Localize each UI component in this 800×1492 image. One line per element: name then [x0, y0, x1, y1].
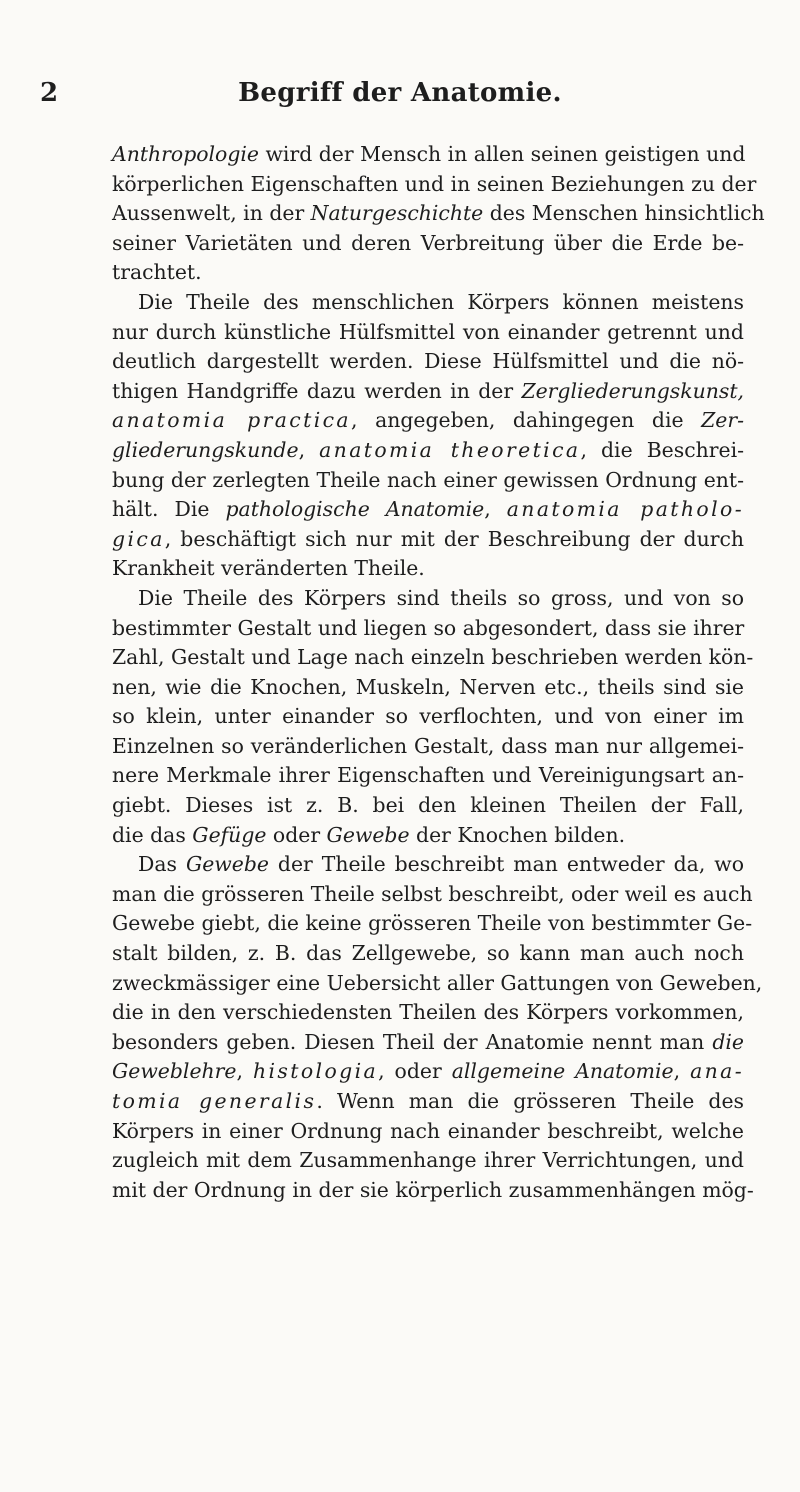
- text-run: Gewebe giebt, die keine grösseren Theile von bestimmter Ge-: [112, 911, 753, 936]
- text-line: [112, 554, 744, 584]
- text-run: ,: [236, 1059, 253, 1084]
- text-run: der Theile beschreibt man entweder da, wo: [268, 852, 744, 877]
- text-run: , die Beschrei-: [580, 437, 744, 462]
- text-run: mit der Ordnung in der sie körperlich zusammenhängen mög-: [112, 1177, 754, 1202]
- text-line: [112, 584, 744, 614]
- text-line: [112, 170, 757, 200]
- text-line: [112, 1146, 744, 1176]
- text-line: [112, 702, 744, 732]
- text-run: deutlich dargestellt werden. Diese Hülfsmittel und die nö-: [112, 349, 744, 374]
- emphasized-term: pathologische Anatomie: [225, 497, 485, 522]
- emphasized-term: die: [712, 1029, 744, 1054]
- text-run: der Knochen bilden.: [409, 822, 626, 847]
- emphasized-term: ana-: [690, 1059, 744, 1084]
- text-run: , angegeben, dahingegen die: [351, 408, 702, 433]
- text-run: ,: [484, 497, 507, 522]
- text-line: [112, 347, 744, 377]
- text-run: körperlichen Eigenschaften und in seinen Beziehungen zu der: [112, 171, 757, 196]
- emphasized-term: Geweblehre: [112, 1059, 237, 1084]
- emphasized-term: allgemeine Anatomie: [451, 1059, 674, 1084]
- emphasized-term: Naturgeschichte: [310, 201, 484, 226]
- text-run: die in den verschiedensten Theilen des Körpers vorkommen,: [112, 1000, 744, 1025]
- text-run: zugleich mit dem Zusammenhange ihrer Verrichtungen, und: [112, 1148, 744, 1173]
- text-run: die das: [112, 822, 193, 847]
- emphasized-term: gliederungskunde: [112, 437, 299, 462]
- text-line: [112, 791, 744, 821]
- emphasized-term: Gewebe: [185, 852, 269, 877]
- text-line: [112, 1057, 744, 1087]
- text-run: . Wenn man die grösseren Theile des: [316, 1089, 744, 1113]
- text-run: des Menschen hinsichtlich: [483, 201, 765, 226]
- text-run: bestimmter Gestalt und liegen so abgesondert, dass sie ihrer: [112, 615, 745, 640]
- text-line: [112, 199, 765, 229]
- text-line: [112, 377, 744, 407]
- text-run: Zahl, Gestalt und Lage nach einzeln beschrieben werden kön-: [112, 645, 754, 670]
- emphasized-term: gica: [112, 526, 165, 551]
- text-run: zweckmässiger eine Uebersicht aller Gattungen von Geweben,: [112, 970, 763, 995]
- text-line: [112, 939, 744, 969]
- text-run: hält. Die: [112, 497, 226, 522]
- text-run: Körpers in einer Ordnung nach einander beschreibt, welche: [112, 1118, 744, 1143]
- text-line: [112, 495, 744, 525]
- text-run: Das: [138, 852, 186, 877]
- text-run: seiner Varietäten und deren Verbreitung über die Erde be-: [112, 230, 744, 255]
- text-line: [112, 850, 744, 880]
- text-line: [112, 1028, 744, 1058]
- emphasized-term: Gewebe: [326, 822, 410, 847]
- text-line: [112, 909, 753, 939]
- text-run: Die Theile des Körpers sind theils so gross, und von so: [138, 585, 744, 610]
- text-run: man die grösseren Theile selbst beschreibt, oder weil es auch: [112, 881, 753, 906]
- text-line: [112, 732, 744, 762]
- text-line: [112, 969, 763, 999]
- text-line: [112, 525, 744, 555]
- text-run: , beschäftigt sich nur mit der Beschreibung der durch: [164, 526, 744, 551]
- text-line: [112, 318, 744, 348]
- text-run: wird der Mensch in allen seinen geistigen und: [258, 142, 746, 166]
- text-line: [112, 229, 744, 259]
- page-number: 2: [40, 78, 59, 108]
- text-run: oder: [266, 822, 327, 847]
- text-run: Die Theile des menschlichen Körpers können meistens: [138, 289, 744, 314]
- text-run: besonders geben. Diesen Theil der Anatomie nennt man: [112, 1029, 713, 1054]
- emphasized-term: anatomia practica: [112, 408, 351, 433]
- text-line: [112, 288, 744, 318]
- text-line: [112, 998, 744, 1028]
- text-run: stalt bilden, z. B. das Zellgewebe, so kann man auch noch: [112, 941, 744, 966]
- emphasized-term: tomia generalis: [112, 1089, 317, 1113]
- text-run: Krankheit veränderten Theile.: [112, 556, 425, 581]
- text-line: [112, 140, 744, 170]
- text-line: [112, 406, 744, 436]
- text-run: so klein, unter einander so verflochten, und von einer im: [112, 704, 744, 729]
- text-line: [112, 614, 744, 644]
- text-line: [112, 673, 744, 703]
- emphasized-term: Anthropologie: [112, 142, 259, 166]
- text-run: nur durch künstliche Hülfsmittel von einander getrennt und: [112, 319, 744, 344]
- text-line: [112, 1087, 744, 1117]
- text-run: , oder: [378, 1059, 452, 1084]
- emphasized-term: Zergliederungskunst,: [521, 378, 744, 403]
- text-line: [112, 643, 754, 673]
- text-line: [112, 821, 744, 851]
- emphasized-term: Gefüge: [192, 822, 267, 847]
- text-run: nen, wie die Knochen, Muskeln, Nerven etc., theils sind sie: [112, 674, 744, 699]
- text-run: trachtet.: [112, 260, 202, 285]
- body-text: [112, 140, 765, 1205]
- emphasized-term: anatomia theoretica: [319, 437, 581, 462]
- text-line: [112, 1176, 754, 1206]
- text-line: [112, 466, 744, 496]
- text-line: [112, 880, 753, 910]
- text-run: nere Merkmale ihrer Eigenschaften und Vereinigungsart an-: [112, 763, 744, 788]
- text-line: [112, 1117, 744, 1147]
- text-run: giebt. Dieses ist z. B. bei den kleinen Theilen der Fall,: [112, 793, 744, 818]
- text-run: bung der zerlegten Theile nach einer gewissen Ordnung ent-: [112, 467, 744, 492]
- text-run: Aussenwelt, in der: [112, 201, 311, 226]
- text-run: ,: [298, 437, 320, 462]
- page-header: [0, 78, 800, 118]
- running-title: Begriff der Anatomie.: [238, 78, 562, 108]
- text-line: [112, 761, 744, 791]
- emphasized-term: histologia: [252, 1059, 379, 1084]
- text-run: Einzelnen so veränderlichen Gestalt, dass man nur allgemei-: [112, 733, 744, 758]
- emphasized-term: Zer-: [701, 408, 744, 433]
- text-line: [112, 258, 744, 288]
- text-run: ,: [673, 1059, 691, 1084]
- emphasized-term: anatomia patholo-: [506, 497, 744, 522]
- text-line: [112, 436, 744, 466]
- text-run: thigen Handgriffe dazu werden in der: [112, 378, 522, 403]
